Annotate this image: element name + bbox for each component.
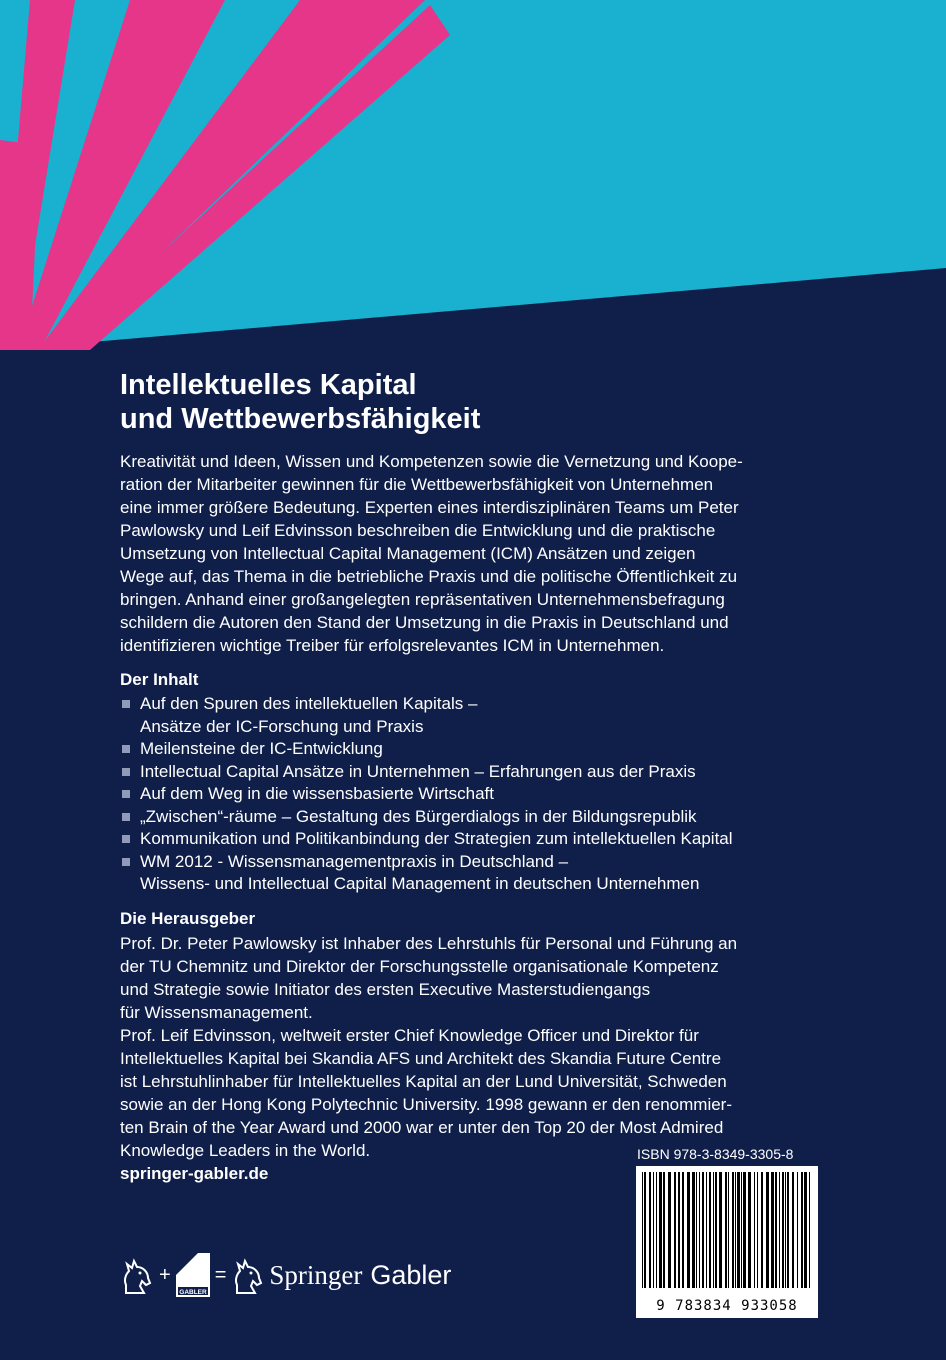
list-item-text: „Zwischen“-räume – Gestaltung des Bürgerdialogs in der Bildungsrepublik	[140, 806, 697, 826]
barcode-bar	[761, 1172, 763, 1288]
barcode-bar	[699, 1172, 700, 1288]
barcode-bar	[709, 1172, 711, 1288]
herausgeber-bio	[120, 932, 820, 1162]
barcode-bar	[757, 1172, 758, 1288]
barcode-bar	[719, 1172, 722, 1288]
blurb-line: bringen. Anhand einer großangelegten repräsentativen Unternehmensbefragung	[120, 590, 725, 609]
barcode-bar	[706, 1172, 707, 1288]
bio-line: Knowledge Leaders in the World.	[120, 1140, 371, 1160]
gabler-wordmark: Gabler	[370, 1259, 452, 1290]
list-item-text: Wissens- und Intellectual Capital Management in deutschen Unternehmen	[140, 874, 700, 893]
square-bullet-icon	[122, 813, 130, 821]
barcode-bar	[687, 1172, 690, 1288]
blurb-line: Wege auf, das Thema in die betriebliche Praxis und die politische Öffentlichkeit zu	[120, 567, 738, 586]
barcode	[636, 1166, 818, 1318]
barcode-bar	[674, 1172, 676, 1288]
barcode-bar	[801, 1172, 803, 1288]
barcode-bar	[775, 1172, 777, 1288]
bio-line: und Strategie sowie Initiator des ersten Executive Masterstudiengangs	[120, 979, 651, 999]
title-line: und Wettbewerbsfähigkeit	[120, 403, 481, 435]
barcode-bar	[668, 1172, 671, 1288]
cover-art	[0, 0, 946, 360]
barcode-bar	[713, 1172, 714, 1288]
square-bullet-icon	[122, 790, 130, 798]
square-bullet-icon	[122, 768, 130, 776]
barcode-bar	[766, 1172, 769, 1288]
barcode-digits: 9 783834 933058	[656, 1298, 798, 1314]
blurb-line: identifizieren wichtige Treiber für erfolgsrelevantes ICM in Unternehmen.	[120, 636, 665, 655]
bio-line: ten Brain of the Year Award und 2000 war er unter den Top 20 der Most Admired	[120, 1117, 724, 1137]
barcode-bar	[644, 1172, 646, 1288]
bio-line: Prof. Dr. Peter Pawlowsky ist Inhaber des Lehrstuhls für Personal und Führung an	[120, 933, 738, 953]
square-bullet-icon	[122, 835, 130, 843]
list-item-text: WM 2012 - Wissensmanagementpraxis in Deutschland –	[140, 851, 569, 871]
square-bullet-icon	[122, 858, 130, 866]
bio-line: für Wissensmanagement.	[120, 1002, 313, 1022]
barcode-bar	[741, 1172, 742, 1288]
list-item-text: Intellectual Capital Ansätze in Unternehmen – Erfahrungen aus der Praxis	[140, 761, 696, 781]
barcode-bar	[659, 1172, 662, 1288]
list-item-text: Kommunikation und Politikanbindung der Strategien zum intellektuellen Kapital	[140, 829, 733, 848]
list-item	[120, 806, 820, 829]
barcode-bar	[771, 1172, 774, 1288]
blurb	[120, 450, 820, 657]
list-item	[120, 693, 820, 738]
list-item	[120, 761, 820, 784]
barcode-bar	[737, 1172, 740, 1288]
blurb-line: Kreativität und Ideen, Wissen und Kompetenzen sowie die Vernetzung und Koope-	[120, 452, 743, 471]
bio-line: ist Lehrstuhlinhaber für Intellektuelles Kapital an der Lund Universität, Schweden	[120, 1071, 727, 1091]
website-link[interactable]: springer-gabler.de	[120, 1164, 269, 1183]
list-item	[120, 783, 820, 806]
barcode-bars	[642, 1172, 812, 1288]
barcode-bar	[649, 1172, 651, 1288]
barcode-bar	[682, 1172, 684, 1288]
publisher-logos	[120, 1250, 451, 1300]
barcode-bar	[754, 1172, 755, 1288]
barcode-bar	[743, 1172, 746, 1288]
plus-sign: +	[159, 1263, 171, 1286]
barcode-bar	[696, 1172, 697, 1288]
back-cover-content	[120, 368, 820, 1162]
springer-horse-icon	[120, 1255, 154, 1295]
barcode-bar	[715, 1172, 717, 1288]
barcode-bar	[678, 1172, 680, 1288]
barcode-bar	[656, 1172, 657, 1288]
blurb-line: ration der Mitarbeiter gewinnen für die Wettbewerbsfähigkeit von Unternehmen	[120, 475, 714, 494]
isbn-number: ISBN 978-3-8349-3305-8	[637, 1146, 794, 1162]
list-item	[120, 851, 820, 896]
barcode-bar	[735, 1172, 736, 1288]
barcode-bar	[804, 1172, 807, 1288]
list-item-text: Ansätze der IC-Forschung und Praxis	[140, 716, 424, 736]
barcode-bar	[692, 1172, 695, 1288]
barcode-bar	[748, 1172, 751, 1288]
blurb-line: Pawlowsky und Leif Edvinsson beschreiben die Entwicklung und die praktische	[120, 521, 716, 540]
barcode-bar	[787, 1172, 789, 1288]
bio-line: Intellektuelles Kapital bei Skandia AFS und Architekt des Skandia Future Centre	[120, 1048, 722, 1068]
barcode-bar	[642, 1172, 643, 1288]
barcode-bar	[782, 1172, 784, 1288]
inhalt-list	[120, 693, 820, 896]
bio-line: Prof. Leif Edvinsson, weltweit erster Chief Knowledge Officer und Direktor für	[120, 1025, 699, 1045]
barcode-bar	[809, 1172, 810, 1288]
list-item	[120, 738, 820, 761]
list-item-text: Auf dem Weg in die wissensbasierte Wirtschaft	[140, 784, 494, 803]
herausgeber-heading: Die Herausgeber	[120, 908, 256, 928]
barcode-bar	[728, 1172, 729, 1288]
isbn-block	[636, 1146, 818, 1318]
list-item-text: Meilensteine der IC-Entwicklung	[140, 739, 383, 758]
barcode-bar	[663, 1172, 665, 1288]
gabler-mark-text: GABLER	[178, 1289, 207, 1296]
barcode-bar	[725, 1172, 727, 1288]
book-title	[120, 368, 820, 436]
barcode-bar	[797, 1172, 798, 1288]
barcode-bar	[653, 1172, 654, 1288]
barcode-bar	[792, 1172, 794, 1288]
springer-wordmark: Springer	[269, 1259, 363, 1290]
barcode-bar	[779, 1172, 780, 1288]
blurb-line: eine immer größere Bedeutung. Experten eines interdisziplinären Teams um Peter	[120, 498, 739, 517]
barcode-bar	[732, 1172, 734, 1288]
blurb-line: Umsetzung von Intellectual Capital Management (ICM) Ansätzen und zeigen	[120, 544, 696, 563]
barcode-bar	[785, 1172, 786, 1288]
bio-line: sowie an der Hong Kong Polytechnic University. 1998 gewann er den renommier-	[120, 1094, 733, 1114]
inhalt-heading: Der Inhalt	[120, 670, 199, 689]
square-bullet-icon	[122, 745, 130, 753]
equals-sign: =	[214, 1263, 227, 1286]
bio-line: der TU Chemnitz und Direktor der Forschungsstelle organisationale Kompetenz	[120, 956, 719, 976]
barcode-bar	[702, 1172, 704, 1288]
list-item	[120, 828, 820, 851]
springer-horse-icon	[231, 1255, 265, 1295]
gabler-mark-icon	[176, 1253, 210, 1297]
blurb-line: schildern die Autoren den Stand der Umsetzung in die Praxis in Deutschland und	[120, 613, 729, 632]
square-bullet-icon	[122, 700, 130, 708]
title-line: Intellektuelles Kapital	[120, 369, 417, 401]
list-item-text: Auf den Spuren des intellektuellen Kapitals –	[140, 694, 478, 713]
